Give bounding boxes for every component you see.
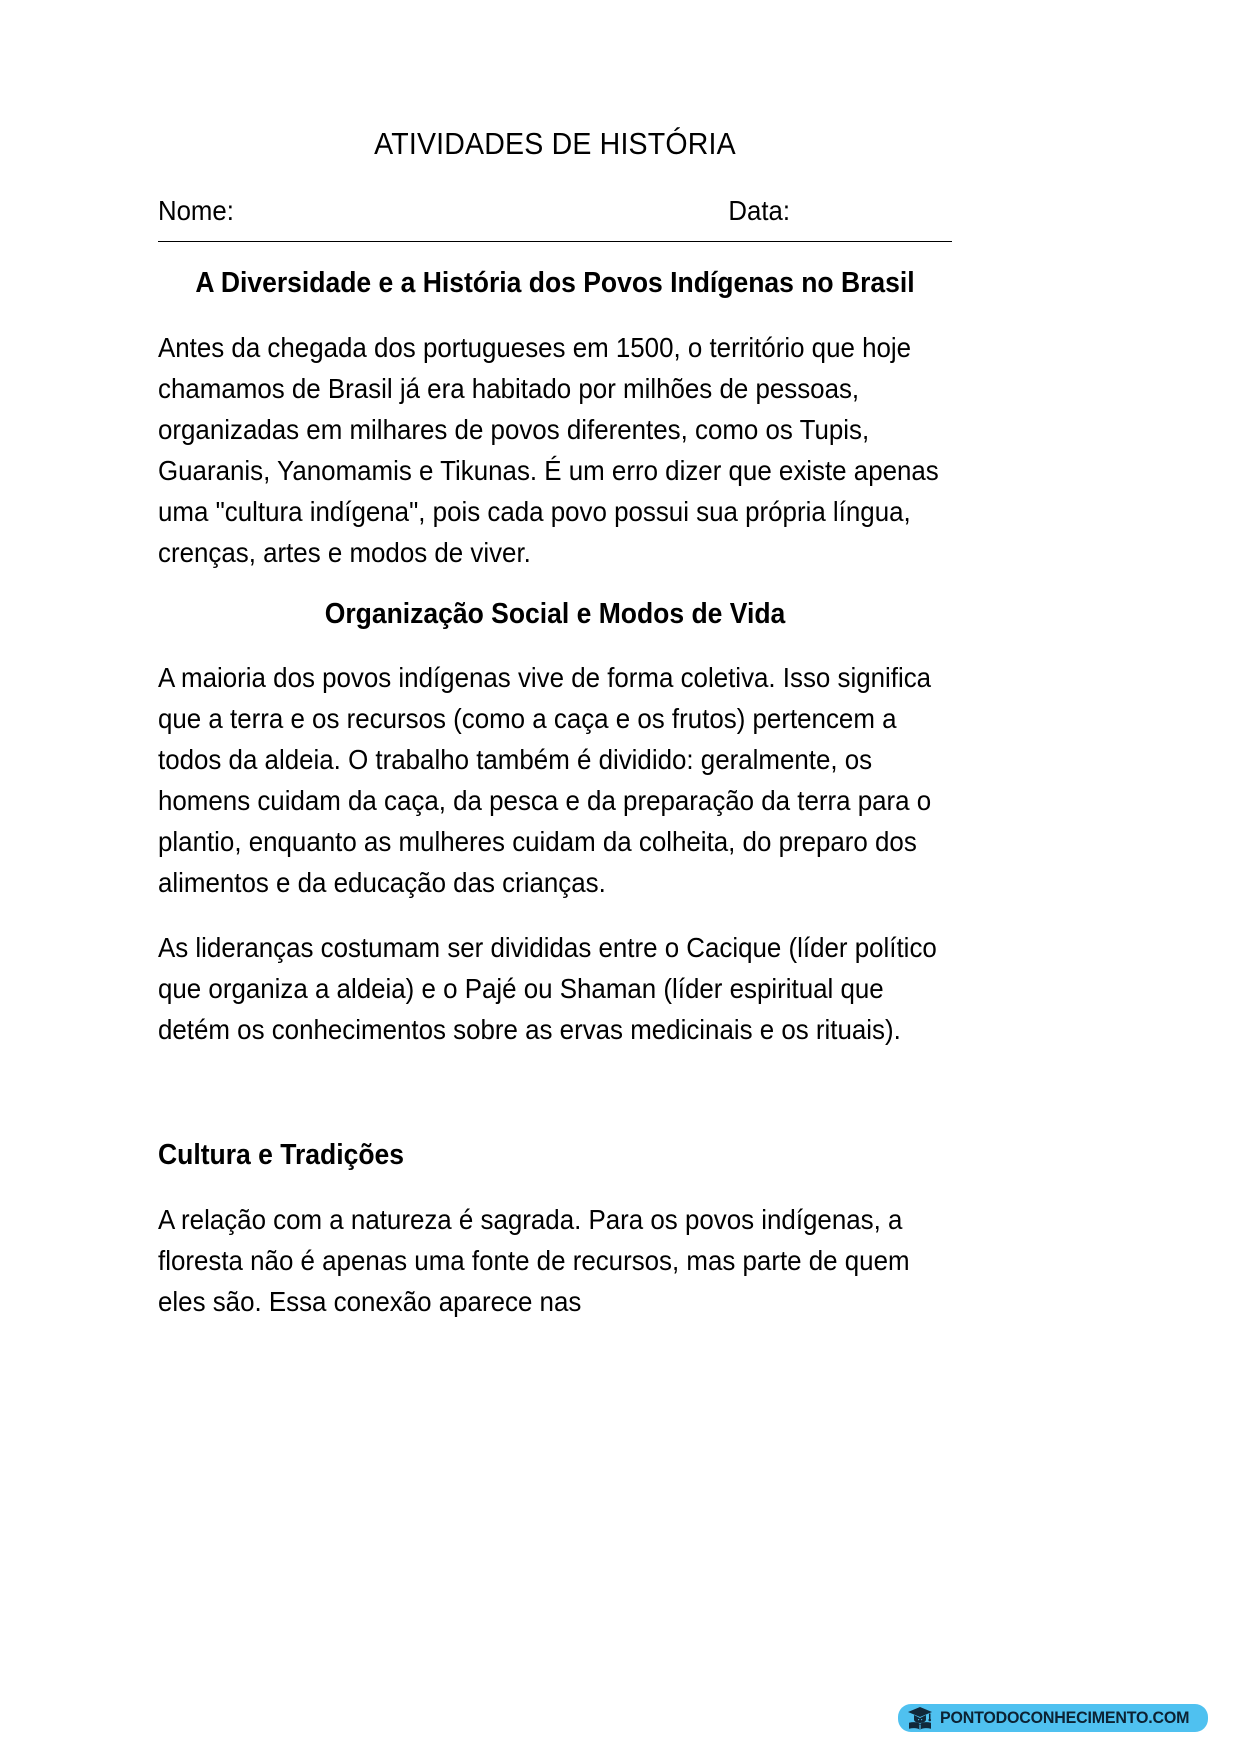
paragraph-liderancas: As lideranças costumam ser divididas entre o Cacique (líder político que organiza a aldeia) e o Pajé ou Shaman (líder espiritual que detém os conhecimentos sobre as ervas medicinais e os rituais). (158, 932, 937, 1046)
paragraph-diversidade: Antes da chegada dos portugueses em 1500, o território que hoje chamamos de Brasil já era habitado por milhões de pessoas, organizadas em milhares de povos diferentes, como os Tupis, Guaranis, Yanomamis e Tikunas. É um erro dizer que existe apenas uma "cultura indígena", pois cada povo possui sua própria língua, crenças, artes e modos de viver. (158, 331, 939, 568)
heading-organizacao-social: Organização Social e Modos de Vida (324, 597, 786, 630)
page-title: ATIVIDADES DE HISTÓRIA (374, 126, 736, 161)
graduation-cap-book-icon (907, 1706, 933, 1730)
site-watermark (898, 1704, 1208, 1732)
watermark-label: PONTODOCONHECIMENTO.COM (940, 1708, 1190, 1727)
name-date-row (158, 195, 952, 227)
document-sheet (158, 0, 952, 1322)
heading-cultura-tradicoes: Cultura e Tradições (158, 1139, 404, 1172)
name-field-label: Nome: (158, 195, 234, 227)
paragraph-cultura: A relação com a natureza é sagrada. Para os povos indígenas, a floresta não é apenas uma fonte de recursos, mas parte de quem eles são. Essa conexão aparece nas (158, 1203, 910, 1317)
date-field-label: Data: (728, 195, 790, 227)
main-article-title: A Diversidade e a História dos Povos Indígenas no Brasil (195, 267, 915, 300)
paragraph-organizacao: A maioria dos povos indígenas vive de forma coletiva. Isso significa que a terra e os recursos (como a caça e os frutos) pertencem a todos da aldeia. O trabalho também é dividido: geralmente, os homens cuidam da caça, da pesca e da preparação da terra para o plantio, enquanto as mulheres cuidam da colheita, do preparo dos alimentos e da educação das crianças. (158, 662, 932, 899)
